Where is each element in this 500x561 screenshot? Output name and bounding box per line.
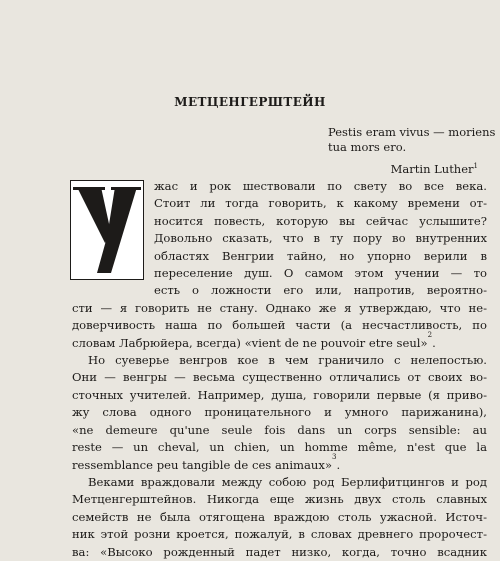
text-line: «ne demeure qu'une seule fois dans un corps sensible: au [72, 422, 487, 437]
epigraph [328, 125, 496, 177]
text-line: сти — я говорить не стану. Однако же я утверждаю, что не- [72, 300, 487, 315]
epigraph-line: Pestis eram vivus — moriens [328, 125, 496, 139]
epigraph-author [328, 159, 478, 177]
text-line: Они — венгры — весьма существенно отличались от своих во- [72, 370, 487, 385]
text-line: Но суеверье венгров кое в чем граничило с нелепостью. [88, 353, 487, 368]
text-line: областях Венгрии тайно, но упорно верили в [154, 248, 487, 263]
text-line-content: ressemblance peu tangible de ces animaux» [72, 457, 333, 472]
text-line: носится повесть, которую вы сейчас услышите? [154, 213, 487, 228]
epigraph-author-name: Martin Luther [390, 161, 474, 176]
text-line: Веками враждовали между собою род Берлифитцингов и род [88, 474, 487, 489]
text-line: ник этой розни кроется, пожалуй, в словах древнего пророчест- [72, 527, 487, 542]
footnote-mark: 1 [473, 162, 478, 170]
text-line: есть о ложности его или, напротив, вероятно- [154, 283, 487, 298]
text-line: Стоит ли тогда говорить, к какому времени от- [154, 196, 487, 211]
text-line: reste — un cheval, un chien, un homme même, n'est que la [72, 440, 487, 455]
page-title: МЕТЦЕНГЕРШТЕЙН [174, 95, 326, 109]
text-line-content: словам Лабрюйера, всегда) «vient de ne pouvoir etre seul» [72, 335, 428, 350]
text-line: семейств не была отягощена враждою столь ужасной. Источ- [72, 509, 487, 524]
text-line: Метценгерштейнов. Никогда еще жизнь двух столь славных [72, 492, 487, 507]
text-line: Довольно сказать, что в ту пору во внутренних [154, 231, 487, 246]
footnote-mark: 3 [332, 452, 337, 461]
epigraph-line: tua mors ero. [328, 140, 407, 154]
text-line: доверчивость наша по большей части (а несчастливость, по [72, 318, 487, 333]
body-text [72, 178, 487, 561]
text-line: жас и рок шествовали по свету во все века. [154, 179, 487, 193]
text-line: словам Лабрюйера, всегда) «vient de ne pouvoir etre seul»$^2$. [72, 330, 436, 350]
text-line: сточных учителей. Например, душа, говорили первые (я приво- [72, 387, 487, 402]
text-line: ressemblance peu tangible de ces animaux»$^3$. [72, 452, 341, 472]
text-line: переселение душ. О самом этом учении — то [154, 266, 487, 281]
text-line: ва: «Высоко рожденный падет низко, когда, точно всадник [72, 544, 487, 559]
footnote-mark: 2 [427, 330, 433, 339]
text-line: жу слова одного проницательного и умного парижанина), [72, 405, 487, 420]
